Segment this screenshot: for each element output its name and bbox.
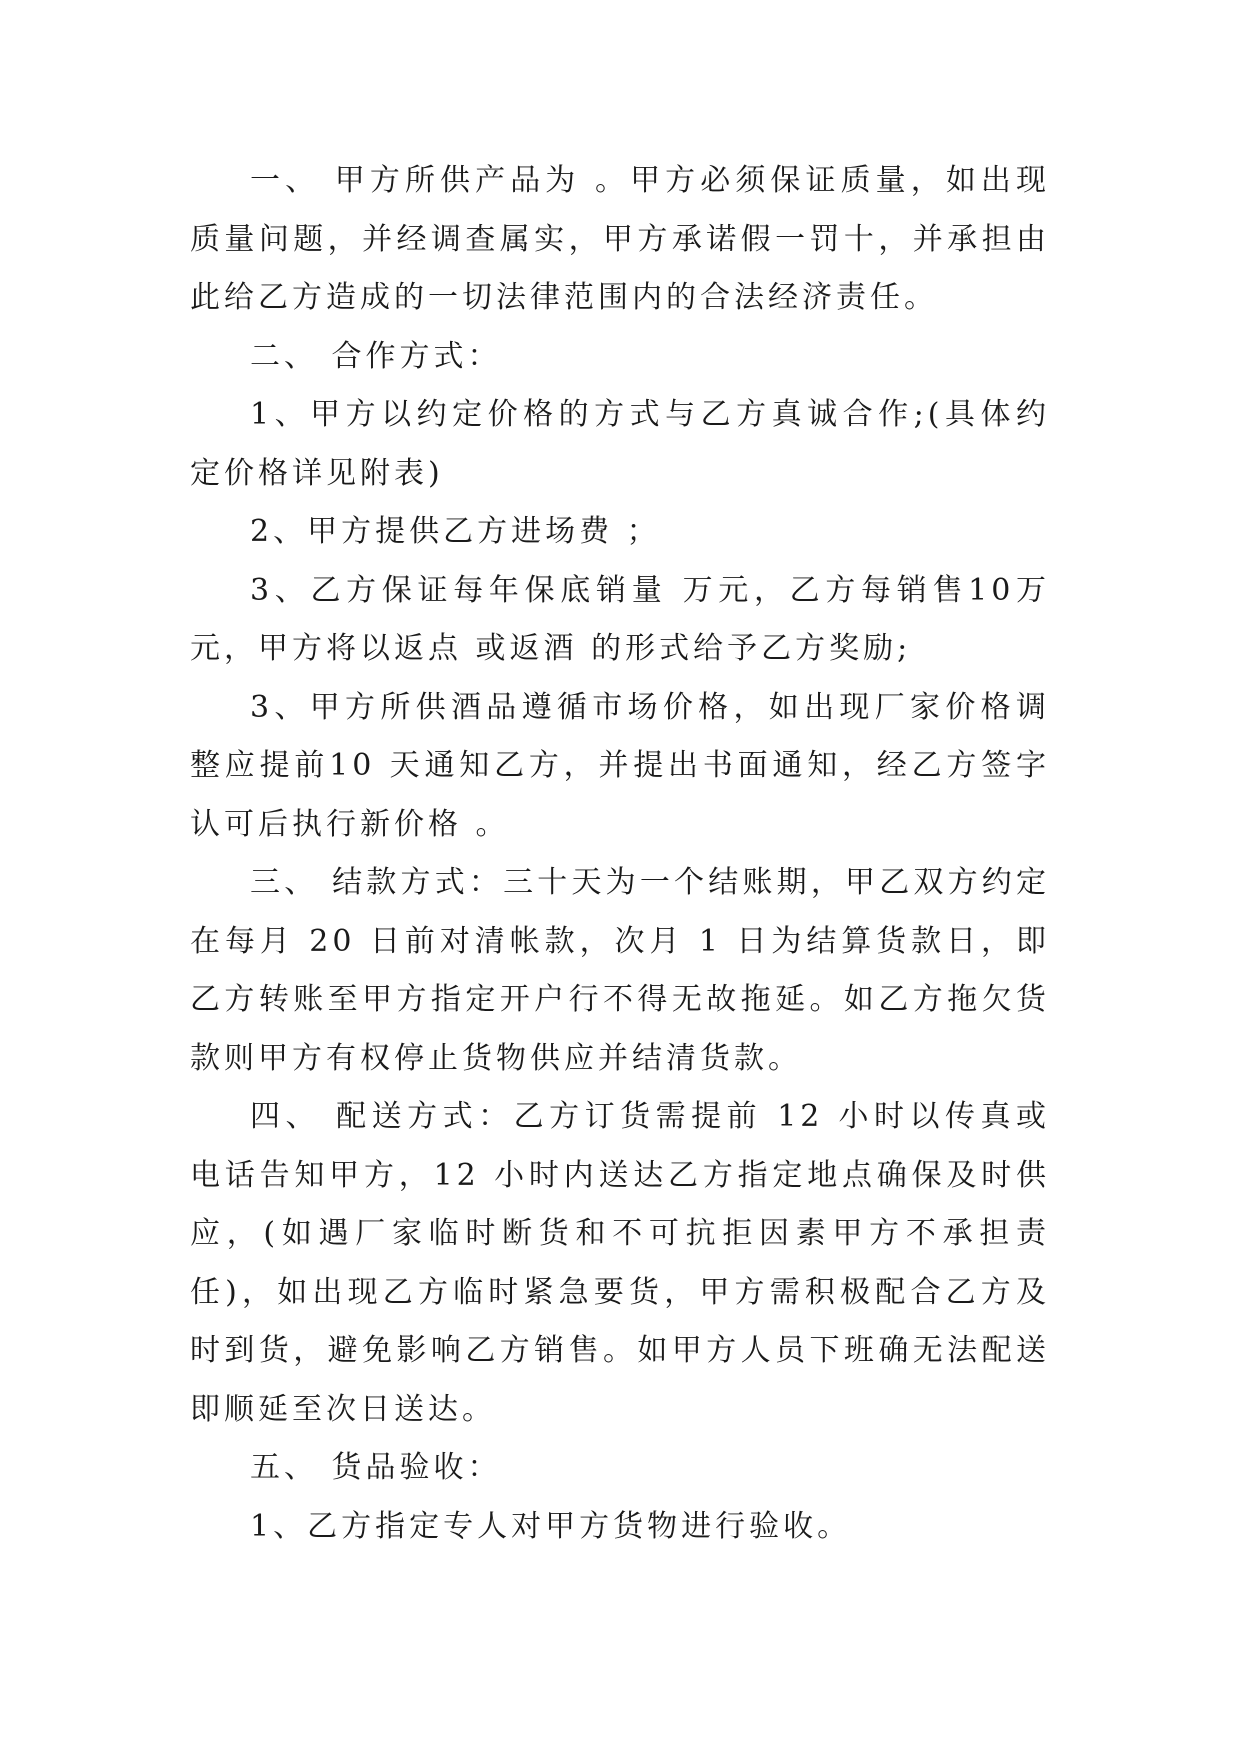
- clause-1-product-quality: 一、 甲方所供产品为 。甲方必须保证质量，如出现质量问题，并经调查属实，甲方承诺假一罚十，并承担由此给乙方造成的一切法律范围内的合法经济责任。: [190, 163, 1050, 315]
- document-body: [190, 152, 1050, 1556]
- clause-4-delivery: 四、 配送方式：乙方订货需提前 12 小时以传真或电话告知甲方，12 小时内送达乙方指定地点确保及时供应，(如遇厂家临时断货和不可抗拒因素甲方不承担责任)，如出现乙方临时紧急要货，甲方需积极配合乙方及时到货，避免影响乙方销售。如甲方人员下班确无法配送 即顺延至次日送达。: [190, 1099, 1050, 1427]
- clause-2-item-3a: 3、乙方保证每年保底销量 万元，乙方每销售10万元，甲方将以返点 或返酒 的形式给予乙方奖励;: [190, 572, 1050, 666]
- clause-2-item-2: 2、甲方提供乙方进场费 ；: [250, 514, 661, 549]
- clause-5-heading: 五、 货品验收：: [250, 1450, 502, 1485]
- clause-2-item-3b: 3、甲方所供酒品遵循市场价格，如出现厂家价格调整应提前10 天通知乙方，并提出书面通知，经乙方签字认可后执行新价格 。: [190, 689, 1050, 842]
- clause-5-item-1: 1、乙方指定专人对甲方货物进行验收。: [250, 1508, 852, 1544]
- clause-2-item-1: 1、甲方以约定价格的方式与乙方真诚合作;(具体约定价格详见附表): [190, 397, 1050, 491]
- clause-2-heading: 二、 合作方式：: [250, 338, 502, 374]
- clause-3-payment: 三、 结款方式：三十天为一个结账期，甲乙双方约定在每月 20 日前对清帐款，次月 1 日为结算货款日，即乙方转账至甲方指定开户行不得无故拖延。如乙方拖欠货款则甲方有权停止货物供应并结清货款。: [190, 865, 1050, 1076]
